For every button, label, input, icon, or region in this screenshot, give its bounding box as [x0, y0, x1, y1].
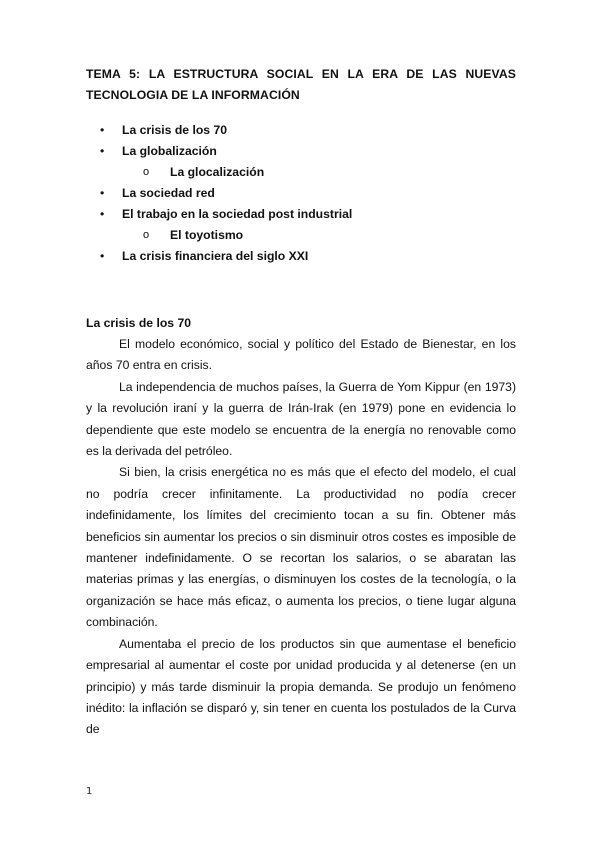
outline-item-text: La globalización [122, 144, 217, 158]
outline-item [86, 183, 516, 204]
outline-item-text: La crisis de los 70 [122, 123, 228, 137]
outline-subitem [86, 162, 516, 183]
body-paragraph: Aumentaba el precio de los productos sin que aumentase el beneficio empresarial al aumentar el coste por unidad producida y al detenerse (en un principio) y más tarde disminuir la propia demanda. Se produjo un fenómeno inédito: la inflación se disparó y, sin tener en cuenta los postulados de la Curva de [86, 636, 516, 737]
bullet-marker: • [100, 186, 105, 200]
document-page [86, 64, 516, 741]
body-paragraph: La independencia de muchos países, la Guerra de Yom Kippur (en 1973) y la revolución iraní y la guerra de Irán-Irak (en 1979) pone en evidencia lo dependiente que este modelo se encuentra de la energía no renovable como es la derivada del petróleo. [86, 379, 516, 459]
outline-item [86, 120, 516, 141]
page-number: 1 [86, 786, 93, 797]
body-paragraph: Si bien, la crisis energética no es más que el efecto del modelo, el cual no podría crecer infinitamente. La productividad no podía crecer indefinidamente, los límites del crecimiento tocan a su fin. Obtener más beneficios sin aumentar los precios o sin disminuir otros costes es imposible de mantener indefinidamente. O se recortan los salarios, o se abaratan las materias primas y las energías, o disminuyen los costes de la tecnología, o la organización se hace más eficaz, o aumenta los precios, o tiene lugar alguna combinación. [86, 465, 516, 630]
bullet-marker: • [100, 249, 105, 263]
outline-subitem-text: El toyotismo [170, 228, 244, 242]
topic-outline [86, 120, 516, 267]
outline-item-text: El trabajo en la sociedad post industrial [122, 207, 353, 221]
outline-subitem-text: La glocalización [170, 165, 265, 179]
sub-bullet-marker: o [143, 229, 150, 241]
outline-subitem [86, 225, 516, 246]
outline-item-text: La sociedad red [122, 186, 215, 200]
outline-item [86, 246, 516, 267]
outline-item-text: La crisis financiera del siglo XXI [122, 249, 309, 263]
outline-item [86, 141, 516, 162]
bullet-marker: • [100, 207, 105, 221]
bullet-marker: • [100, 144, 105, 158]
body-paragraph: El modelo económico, social y político del Estado de Bienestar, en los años 70 entra en crisis. [86, 337, 516, 373]
outline-item [86, 204, 516, 225]
bullet-marker: • [100, 123, 105, 137]
document-title: TEMA 5: LA ESTRUCTURA SOCIAL EN LA ERA DE LAS NUEVAS TECNOLOGIA DE LA INFORMACIÓN [86, 67, 516, 102]
sub-bullet-marker: o [143, 166, 150, 178]
section-heading: La crisis de los 70 [86, 316, 192, 330]
